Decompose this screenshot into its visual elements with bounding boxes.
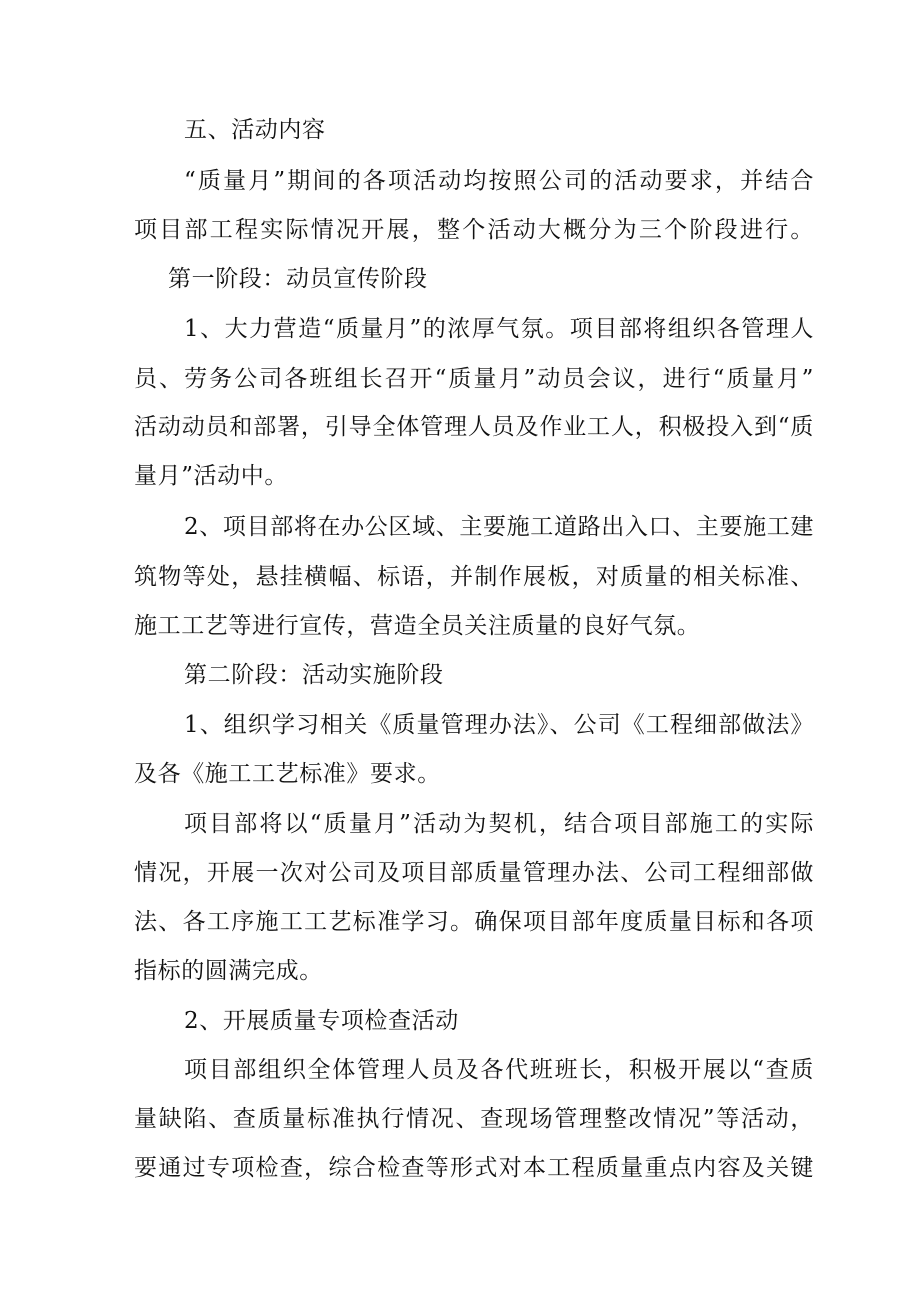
paragraph-line: 情况，开展一次对公司及项目部质量管理办法、公司工程细部做 xyxy=(134,860,814,886)
paragraph-line: 项目部工程实际情况开展，整个活动大概分为三个阶段进行。 xyxy=(134,217,814,243)
paragraph-line: 要通过专项检查，综合检查等形式对本工程质量重点内容及关键 xyxy=(134,1155,814,1181)
paragraph-line: 及各《施工工艺标准》要求。 xyxy=(134,761,441,787)
paragraph-line: 1、组织学习相关《质量管理办法》、公司《工程细部做法》 xyxy=(184,712,814,738)
item-heading: 2、开展质量专项检查活动 xyxy=(184,1008,459,1034)
paragraph-line: “质量月”期间的各项活动均按照公司的活动要求，并结合 xyxy=(184,168,814,194)
paragraph-line: 量月”活动中。 xyxy=(134,463,288,489)
section-heading: 五、活动内容 xyxy=(184,117,326,143)
paragraph-line: 指标的圆满完成。 xyxy=(134,958,323,984)
paragraph-line: 1、大力营造“质量月”的浓厚气氛。项目部将组织各管理人 xyxy=(184,316,814,342)
paragraph-line: 项目部将以“质量月”活动为契机，结合项目部施工的实际 xyxy=(184,811,814,837)
paragraph-line: 施工工艺等进行宣传，营造全员关注质量的良好气氛。 xyxy=(134,613,701,639)
paragraph-line: 员、劳务公司各班组长召开“质量月”动员会议，进行“质量月” xyxy=(134,366,814,392)
paragraph-line: 项目部组织全体管理人员及各代班班长，积极开展以“查质 xyxy=(184,1057,814,1083)
paragraph-line: 活动动员和部署，引导全体管理人员及作业工人，积极投入到“质 xyxy=(134,414,814,440)
phase-heading: 第一阶段：动员宣传阶段 xyxy=(168,266,428,292)
phase-heading: 第二阶段：活动实施阶段 xyxy=(184,662,444,688)
paragraph-line: 量缺陷、查质量标准执行情况、查现场管理整改情况”等活动， xyxy=(134,1106,814,1132)
paragraph-line: 2、项目部将在办公区域、主要施工道路出入口、主要施工建 xyxy=(184,514,814,540)
paragraph-line: 筑物等处，悬挂横幅、标语，并制作展板，对质量的相关标准、 xyxy=(134,564,814,590)
paragraph-line: 法、各工序施工工艺标准学习。确保项目部年度质量目标和各项 xyxy=(134,909,814,935)
